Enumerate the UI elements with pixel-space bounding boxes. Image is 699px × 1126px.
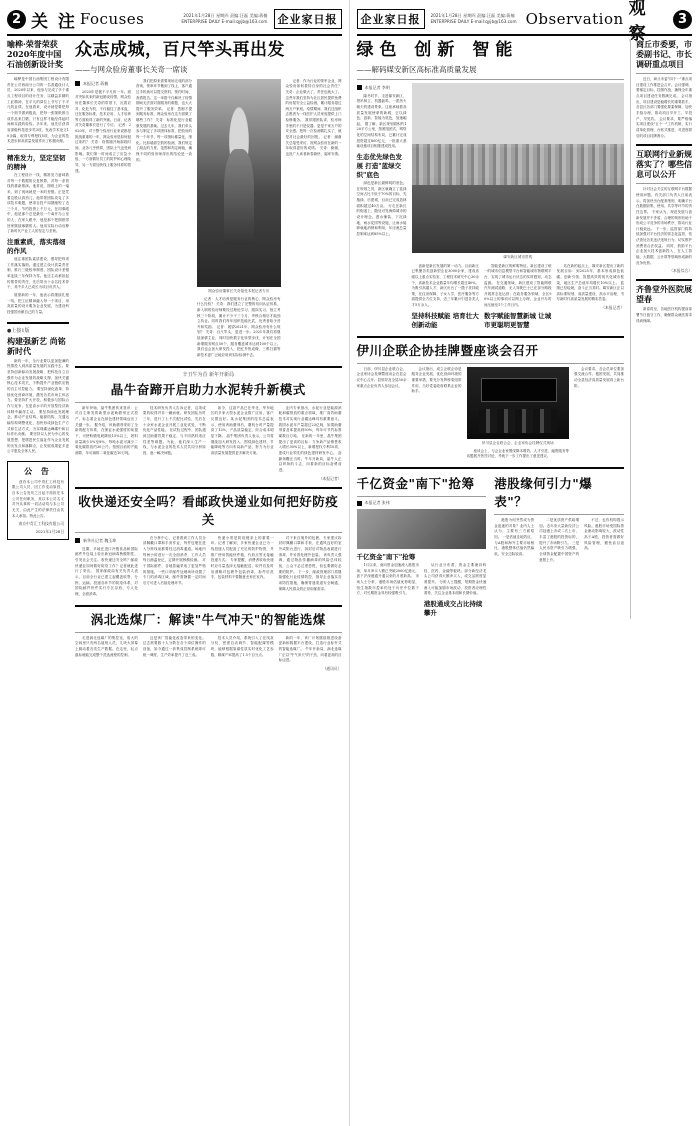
section-title-en: Observation — [525, 10, 624, 28]
section-title-en: Focuses — [79, 10, 145, 28]
story4-col-4: 新的一年，该厂计划继续推进设备更新和数据平台建设，打造行业标杆式的智能选煤厂。 牛年开新局，涡北选煤厂正以"牛气冲天"的干劲，向着更高的目标迈进。 — [278, 635, 342, 663]
story-jingniu — [75, 371, 342, 482]
lead-subsection-3: 数字赋能智慧新城 让城市更聪明更智慧 — [484, 311, 552, 329]
byline-marker-icon — [75, 538, 80, 543]
notice-box — [7, 461, 69, 541]
masthead-left — [7, 6, 342, 36]
lead-subheadline: ——与网众验房董事长关奇一席谈 — [75, 64, 188, 74]
byline-marker-icon — [75, 81, 80, 86]
story3-col-1: 1月以来，南向资金加速流入港股市场，单月净买入额已突破2000亿港元，创下沪深港通开通以来的月度新高。 市场人士分析，港股市场估值优势明显，恒生指数市盈率仍处于历史中位数下方，对长期资金具有较强吸引力。 — [356, 563, 419, 596]
story2-col-3: 座谈会上，与会企业家围绕降本增效、人才引进、融资服务等话题展开热烈讨论，并就下一步工作提出了意见建议。 — [466, 448, 569, 459]
masthead-contact-line: ENTERPRISE DAILY E-mail:qyjb@163.com — [181, 19, 268, 24]
lead-col-4: 智能是新区的鲜明特征。新区建设了统一的城市信息模型平台和智能城市物联网平台，实现了城市运行状态的实时感知、动态监测。 在交通领域，新区建成了智能网联汽车测试道路，无人驾驶巴士已在部分路段开展常态化运营；在政务服务领域，全区90%以上的事项可以网上办理，企业开办时间压缩至1个工作日内。 — [484, 263, 552, 308]
story3-headline: 收快递还安全吗？看邮政快递业如何把好防疫关 — [78, 493, 339, 527]
story3-col-3: 快递小哥是防疫链条上的重要一环。记者了解到，多家快递企业已为一线投递人员配备了充足的防护物资，并推广使用智能快件箱、代收点等无接触投递方式。 专家提醒，消费者收取快递时应尽量选择无接触配送，取件后及时用酒精对包裹外包装消毒，拆件后洗手，包装材料不要随意丢弃在室内。 — [210, 535, 274, 580]
left-sidebar-column — [7, 39, 69, 672]
newspaper-logo: 企业家日报 — [274, 9, 342, 29]
lead-photo — [197, 79, 281, 287]
story2-col-3: 如今，这款产品已在华北、华东地区的多家大型水泥企业推广应用，客户反馈良好。某水泥集团的技术总监表示，使用该助磨剂后，磨机台时产量提高了12%，产品质量稳定，综合成本明显下降。 晶牛集团负责人表示，公司将继续加大研发投入，围绕绿色建材、节能降耗等方向布局新产品，努力为行业高质量发展提供更多解决方案。 — [210, 405, 274, 456]
story-kuaidi — [75, 492, 342, 600]
story2-headline: 伊川企联企协挂牌暨座谈会召开 — [356, 342, 539, 358]
notice-body: 兹有本公司中青汇工科技有限公司人员，因工作变动原因，自本公告发布之日起不再担任本公司任何职务，其以本公司名义对外从事的一切活动均与本公司无关，由此产生的法律责任由其本人承担。特此公告。 — [12, 479, 64, 518]
story2-photo — [467, 367, 570, 439]
story4-headline: 港股缘何引力"爆表"？ — [494, 476, 593, 510]
masthead-right — [357, 0, 693, 44]
story2-signature: （本报记者） — [318, 475, 342, 481]
story4-col-1: 港股为何突然成为资金追逐的对象？业内人士认为，主要有三方面原因。 一是估值洼地效应。与A股和海外主要市场相比，港股整体估值仍然偏低，安全边际较高。 — [494, 518, 535, 557]
notice-date: 2021年1月28日 — [35, 529, 64, 535]
story4-headline: 涡北选煤厂：解读"牛气冲天"的智能选煤 — [90, 611, 326, 627]
story3-byline-text: 本报记者 张伟 — [364, 500, 390, 506]
newspaper-page-right — [350, 0, 699, 1126]
lead-photo-caption: 媒安新区城市景观 — [503, 254, 533, 259]
story4-signature: （通讯员） — [322, 665, 342, 671]
story4-col-2: 这是该厂智能化改造带来的变化。过去需要数十人分散在各个岗位操作的设备，如今通过一套集成控制系统即可统一调度，生产效率提升了近三成。 — [142, 635, 206, 657]
lead-col-2: 绿色是新区最鲜明的底色。在规划之初，新区就确立了蓝绿空间占比不低于70%的目标，先植绿、后建城，目前已完成造林面积超过40万亩。 行走在新区的街道上，随处可见海绵城市的设计理念。透水铺装、下沉绿地、雨水花园等设施，让雨水能够就地消纳和利用，年径流总量控制率达到85%以上。 — [356, 181, 407, 237]
story2-col-1: 日前，伊川县企业联合会、企业家协会挂牌暨座谈会在县会议中心召开。县领导及全县50余家重点企业负责人参加会议。 — [356, 366, 407, 388]
sidebar-signature: （本报综合） — [669, 268, 692, 274]
story-yichuan — [357, 341, 625, 462]
section-title-cn: 观 察 — [628, 0, 648, 44]
sidebar-sub-body-2: 他注重团队素质建设，倡导把每项工作落实落细。通过建立设计质量责任制、推行三级校审制度，团队设计差错率连续三年保持为零。他还主动承担起传帮带的责任，先后带出十余名技术骨干，其中多人已成长为项目负责人。 — [7, 257, 69, 290]
lead-byline-text: 本报记者 李明 — [364, 84, 390, 90]
newspaper-logo: 企业家日报 — [357, 9, 425, 29]
story3-headline: 千亿资金"南下"抢筹 — [356, 476, 475, 492]
lead-headline: 绿色 创新 智能 — [356, 40, 519, 60]
story4-col-1: 走进涡北选煤厂的集控室，偌大的空间里只有两名值班人员，几块大屏幕上跳动着各类生产数据。在这里，轻点鼠标就能完成整个洗选流程的控制。 — [75, 635, 138, 657]
sidebar-extra-body: 展望新的一年，他表示将继续扎根一线，把工匠精神融入每一个项目，用高质量的设计服务企业发展，为建设科技强国贡献自己的力量。 — [7, 293, 69, 314]
lead-story-right — [357, 41, 625, 331]
right-sidebar-column — [630, 39, 692, 619]
sidebar-sub-headline-1: 精准发力，坚定坚韧的精神 — [7, 153, 66, 171]
story4-col-2: 二是优质资产供给增加。近年来大量新经济公司赴港上市或二次上市，丰富了港股的投资标的，提升了市场吸引力。 三是人民币资产吸引力增强，全球资金配置中国资产的意愿上升。 — [539, 518, 580, 562]
story2-col-1: 新年伊始，晶牛集团传来喜讯：公司自主研发的新型水泥助磨剂正式投产，标志着企业在绿色建材领域迈出了关键一步。 据介绍，该助磨剂采用了全新的配方体系，在保证水泥强度的前提下，可使粉磨电耗降低15%以上，熟料用量减少5%至8%，每吨水泥可减少二氧化碳排放约30公斤。按照目前的产能测算，年可减排二氧化碳近10万吨。 — [75, 405, 138, 456]
lead-col-3: 记者：人才培养是服务行业的核心，网众验房有什么经验？ 关奇：我们建立了完整的培训认证体系，新入职的验房师要经过理论学习、跟岗实习、独立考核三个阶段，累计不少于三个月，考核合格后才能独立执业。同时我们每年组织技能比武，优秀者给予晋升和奖励。 记者：展望2021年，网众验房有什么规划？ 关奇：百尺竿头，更进一步。2021年我们将继续深耕主业，同时加快数字化转型步伐，计划在全国新增服务网点50个，服务覆盖城市达到100个以上。我们也会加大研发投入，把红外热成像、三维扫描等新技术更广泛地应用到实际检测中去。 — [197, 296, 281, 358]
sidebar-body: 喻桦是中国石油集团工程设计有限责任公司西南分公司的一名普通设计人员，2020年以来，他参与完成了多个重点工程项目的设计任务，以精益求精的工匠精神，在平凡的岗位上书写了不平凡的业绩。在他看来，设计就是要把每一个细节做到极致，把每一张图纸都当成作品来打磨，只有这样才能经得起时间和实践的检验。多年来，他先后获得省部级科技进步奖3项，发表学术论文10余篇，取得专利授权5项，为企业的技术进步和高质量发展作出了积极贡献。 — [7, 77, 69, 144]
sidebar-body-3: 新春将至，各地医疗机构提前部署节日值守工作，确保群众就医需求得到保障。 — [636, 307, 692, 323]
masthead-date-line: 2021年1月28日 星期四 责编:汪磊 美编:蒋楠 — [183, 12, 268, 18]
story2-photo-caption: 伊川县企业联合会、企业家协会挂牌仪式现场 — [481, 440, 554, 445]
lead-col-1: 2020年是极不平凡的一年。面对突如其来的新冠肺炎疫情，网众验房在董事长关奇的带领下，沉着应对、化危为机，不仅稳住了基本盘，还在服务标准、技术应用、人才培养等方面取得了新的突破。日前，记者对关奇董事长进行了专访。 记者：2020年，对于整个验房行业来说都是挑战重重的一年，网众验房是如何挺过来的？ 关奇：疫情刚开始那段时间，业务几乎停滞，团队士气也受到影响。我们第一时间成立了应急小组，一方面做好员工的防护和心理疏导，另一方面加快线上服务体系的搭建。 — [75, 89, 131, 173]
sidebar-headline: 喻桦·荣誉荣获2020年度中国石油创新设计奖 — [7, 39, 63, 69]
story3-byline — [75, 538, 138, 544]
sidebar2-headline: 构建强新艺 尚铭新时代 — [7, 335, 66, 356]
notice-title: 公 告 — [24, 465, 52, 476]
story2-col-2: 技术研发负责人告诉记者，这项成果的取得并非一蹴而就。研发团队历时三年，进行了上千次配比试验，先后在十余家水泥企业开展工业化试验，不断优化产品性能。 在试验过程中，团队遇到过助磨效果不稳定、与不同熟料适应性差等难题。为此，他们深入生产一线，与水泥企业的技术人员共同分析原因，逐一解决问题。 — [142, 405, 206, 456]
sidebar-body-2: 针对社会关注的互联网平台数据使用问题，有关部门负责人日前表示，将加快出台配套细则，明确平台在数据收集、使用、共享等环节的责任边界。 专家认为，规范发展与创新发展并不矛盾，合理的规则有助于形成公平竞争的市场秩序，推动行业行稳致远。 下一步，监管部门将持续加强对平台经济的常态化监管，依法查处各类违法违规行为，切实维护消费者合法权益。 同时，鼓励平台企业加大技术创新投入，在人工智能、大数据、云计算等领域形成新的竞争优势。 — [636, 187, 692, 265]
story3-byline — [357, 500, 487, 506]
lead-signature: （本报记者） — [601, 305, 624, 311]
page-number-badge: 2 — [7, 10, 26, 29]
lead-byline — [75, 81, 131, 87]
masthead-date-line: 2021年1月28日 星期四 责编:汪磊 美编:蒋楠 — [430, 12, 515, 18]
story2-headline: 晶牛奋蹄开启助力水泥转升新模式 — [110, 381, 306, 397]
story3-side-title: 港股通成交占比持续攀升 — [423, 600, 483, 618]
sidebar2-body: 新的一年，全行业要以更加饱满的热情投入到高质量发展的实践中去。要坚持创新驱动发展战略，把科技自立自强作为企业发展的战略支撑，加快关键核心技术攻关，不断提升产业链供应链的自主可控能力。 要坚持深化改革，持续优化营商环境，激发各类市场主体活力。要坚持扩大开放，积极参与国际合作与竞争，在更高水平的开放型经济新体制中赢得主动。 要坚持绿色发展理念，推动产业结构、能源结构、交通运输结构调整优化，加快形成绿色生产方式和生活方式，为实现碳达峰碳中和目标作出贡献。 要坚持以人民为中心的发展思想，把增进民生福祉作为企业发展的出发点和落脚点，让发展成果更多更公平惠及全体人民。 — [7, 358, 69, 454]
lead-byline-text: 本报记者 蒋楠 — [83, 80, 109, 86]
section-title-cn: 关 注 — [31, 11, 77, 32]
lead-photo — [412, 83, 625, 253]
byline-marker-icon — [357, 85, 362, 90]
continued-tag: ●上接1版 — [7, 327, 30, 334]
sidebar-headline: 商丘市委￼要，市委副书记、市长￼调研重点项目 — [636, 39, 692, 69]
page-number-badge: 3 — [673, 10, 692, 29]
story-nanxia — [357, 472, 487, 619]
sidebar-sub-body-1: 在工程设计一线，精准发力意味着对每一个数据的反复核算，对每一条管线的重新推演。他常说，图纸上的一毫米，到了现场就是一米的差错。正是凭着这股认真劲儿，他带领团队攻克了多项技术难题，使项目投产周期缩短了近三个月，节约投资上千万元。在同事眼中，他是那个总是最后一个离开办公室的人；在家人眼中，他是那个把图纸带回家继续琢磨的人。他用实际行动诠释了新时代产业工人的坚定与坚韧。 — [7, 172, 69, 234]
story4-col-3: 不过，也有机构提示风险。港股市场受国际资金流动影响较大，波动性高于A股，投资者需做好风险管理，避免盲目追高。 — [584, 518, 625, 551]
lead-photo-caption: 网众验房董事长关奇接受本报记者专访 — [208, 288, 270, 293]
story3-byline-text: 新华社记者 魏玉坤 — [83, 537, 117, 543]
lead-subheadline: ——解码媒安新区高标准高质量发展 — [356, 64, 477, 74]
lead-col-2: 我们把原来需要现场完成的部分咨询、预审环节搬到了线上，客户通过手机就可以提交资料、预约时间、查看报告。这一举措不仅解决了疫情期间无法面对面服务的难题，也大大提升了服务效率。 记者：您刚才提到服务标准，网众验房在这方面做了哪些工作？ 关奇：标准化是行业健康发展的基础。过去几年，我们牵头参与制定了多项团体标准，把验房的每一个环节、每一项指标都量化、细化。比如墙面空鼓的检测，我们规定了敲击的力度、范围和判定阈值，确保不同的验房师得出的结论是一致的。 — [136, 78, 192, 162]
sidebar-sub-headline-2: 注重素质，落实落细的作风 — [7, 238, 66, 256]
byline-marker-icon — [357, 501, 362, 506]
story2-col-4: 业内专家指出，水泥行业是能源消耗和碳排放的重点领域，推广高效助磨技术对实现行业碳达峰具有重要意义。我国水泥年产量超过23亿吨，如果助磨剂普及率提高到50%，每年可节约标准煤数百万吨。 在新的一年里，晶牛集团提出了更高的目标：力争新产品销售收入增长30%以上，新增授权专利10项，建成行业领先的绿色建材研发中心。 奋蹄扬鞭正当时。牛年开新局，晶牛人正以昂扬的斗志，向着新的目标奋勇前进。 — [278, 405, 342, 472]
story3-sub-headline: 千亿资金"南下"抢筹 — [356, 553, 416, 562]
sidebar-body: 近日，商丘市委"四个一"重点项目建设工作推进会召开。会议强调，要锚定目标、挂图作战，确保全年重点项目建设任务圆满完成。 会议指出，项目建设是稳增长的重要抓手，各县区各部门要强化要素保障，加快手续办理，推动项目早开工、早投产、早见效。 会议要求，要严格落实项目建设"五个一"工作机制，实行清单化管理、台账式推进，对进度滞后的项目挂牌督办。 — [636, 77, 692, 138]
story3-photo — [357, 509, 487, 549]
masthead-meta — [144, 13, 273, 26]
notice-org: 南京中青汇工科技有限公司 — [18, 521, 64, 527]
left-main-column — [75, 39, 342, 672]
right-main-column — [357, 39, 625, 619]
story3-col-2: 从行业分布看，资金主要流向科技、医药、金融等板块。部分新经济龙头公司获得大额净买入，成交活跃度显著提升。 分析人士提醒，短期资金快速流入可能加剧市场波动，投资者应理性看待，关注企业基本面和长期价值。 — [423, 563, 487, 596]
story-xuanmei — [75, 610, 342, 672]
lead-col-1: 隆冬时节，走进媒安新区，塔吊林立、机器轰鸣，一派热火朝天的建设景象。这座承载着高质量发展使命的新城，正以绿色、创新、智能为底色，加速崛起。 据了解，新区规划面积约120平方公里，按照组团式、网络化的空间结构布局，已累计完成投资超过800亿元，一批重大基础设施项目相继建成投用。 — [356, 93, 407, 149]
masthead-meta — [425, 13, 523, 26]
story3-col-4: 对于来自境外的包裹，专家建议拆封时佩戴口罩和手套，在通风良好的室外或阳台进行，拆封后对物品表面进行消毒，并妥善处理外包装。 该负责人强调，通过物品传播病毒的风险总体较低，公众不必过度恐慌，但也要做好必要的防护。 下一步，邮政管理部门将继续强化行业疫情防控，指导企业落实各项防控措施，确保寄递渠道安全畅通，保障人民群众的正常用邮需求。 — [278, 535, 342, 591]
story2-col-2: 会议指出，成立企联企协是服务企业发展、优化营商环境的重要举措，要充分发挥桥梁纽带作用，当好党委政府联系企业的助手。 — [411, 366, 462, 394]
sidebar-headline-2: 互联网行业新规落实了？哪些信息可以公开 — [636, 149, 692, 180]
lead-col-5: 站在新的起点上，媒安新区提出了新的发展目标：到2025年，基本形成绿色低碳、创新引领、智慧高效的现代化城市框架，地区生产总值年均增长10%以上。 蓝图已经绘就，奋斗正当其时。媒安新区正以高标准规划、高质量建设、高水平治理，书写新时代高质量发展的精彩答卷。 — [556, 263, 624, 302]
story2-col-4: 会议要求，各会员单位要加强交流合作、抱团发展，共同推动全县经济高质量发展再上新台阶。 — [574, 366, 624, 388]
story3-col-1: 近期，多地在进口冷链食品和国际邮件外包装上检出新冠病毒核酸阳性，引发社会关注。收快递还安全吗？邮政快递业如何做好防疫工作？记者就此进行了采访。 国家邮政局有关负责人表示，目前全行业已建立起覆盖收寄、分拣、运输、投递各环节的防疫体系，对国际邮件快件实行专区存放、专人处理、全面消毒。 — [75, 546, 138, 596]
sidebar-headline-3: 齐鲁堂外医院展望春 — [636, 284, 692, 305]
lead-subsection-1: 生态优先绿色发展 打造"蓝绿交织"底色 — [356, 153, 402, 180]
story3-col-2: 在分拣中心，记者看到工作人员全部佩戴口罩和手套作业，每件包裹在进入分拣线前都要经过消毒通道。场地内每两小时进行一次全面消杀，工作人员每日测温登记，定期开展核酸检测。 对于国际邮件，各地普遍采取了更加严格的措施。一些口岸邮件处理场所设置了专门的消毒区域，邮件需静置一定时间后方可进入后续处理环节。 — [142, 535, 206, 585]
lead-byline — [357, 85, 407, 91]
lead-col-4: 记者：作为行业的领军企业，网众验房如何看待自身的社会责任？ 关奇：企业做大了，责任也就大了。这些年我们坚持为社区居民提供免费的房屋安全公益检测，累计服务超过两万户家庭。疫情期间，我们还组织志愿者为一线医护人员家庭提供上门检修服务。 我常跟团队讲，验房师手里的不只是仪器，更是千家万户的安全感。把每一次检测做扎实了，就是对社会最好的回报。 记者：谢谢关总接受采访，祝网众验房在新的一年取得更好的成绩。 关奇：谢谢，也祝广大读者新春愉快、阖家安康。 — [285, 78, 342, 157]
lead-headline: 众志成城，百尺竿头再出发 — [75, 40, 285, 60]
lead-subsection-2: 坚持科技赋能 培育壮大创新动能 — [411, 311, 479, 329]
story4-col-3: 技术人员介绍，系统引入了在线灰分仪、密度自动调节、智能配煤等模块，能够根据原煤性质实时优化工艺参数，精煤产率提高了1.5个百分点。 — [210, 635, 274, 657]
masthead-contact-line: ENTERPRISE DAILY E-mail:qyjb@163.com — [430, 19, 517, 24]
story2-kicker: 辛丑牛为首 新年开新局 — [182, 371, 235, 378]
lead-col-3: 创新是新区发展的第一动力。目前新区已集聚各类创新型企业3000余家，建成省级以上重点实验室、工程技术研究中心30余个，高新技术企业数量年均增长超过40%。 为吸引高端人才，新区出台了一揽子扶持政策，在住房保障、子女入学、医疗服务等方面提供全方位支持，近三年累计引进各类人才5万余人。 — [411, 263, 479, 308]
story-ganggu — [494, 472, 624, 619]
lead-story-left — [75, 41, 342, 361]
